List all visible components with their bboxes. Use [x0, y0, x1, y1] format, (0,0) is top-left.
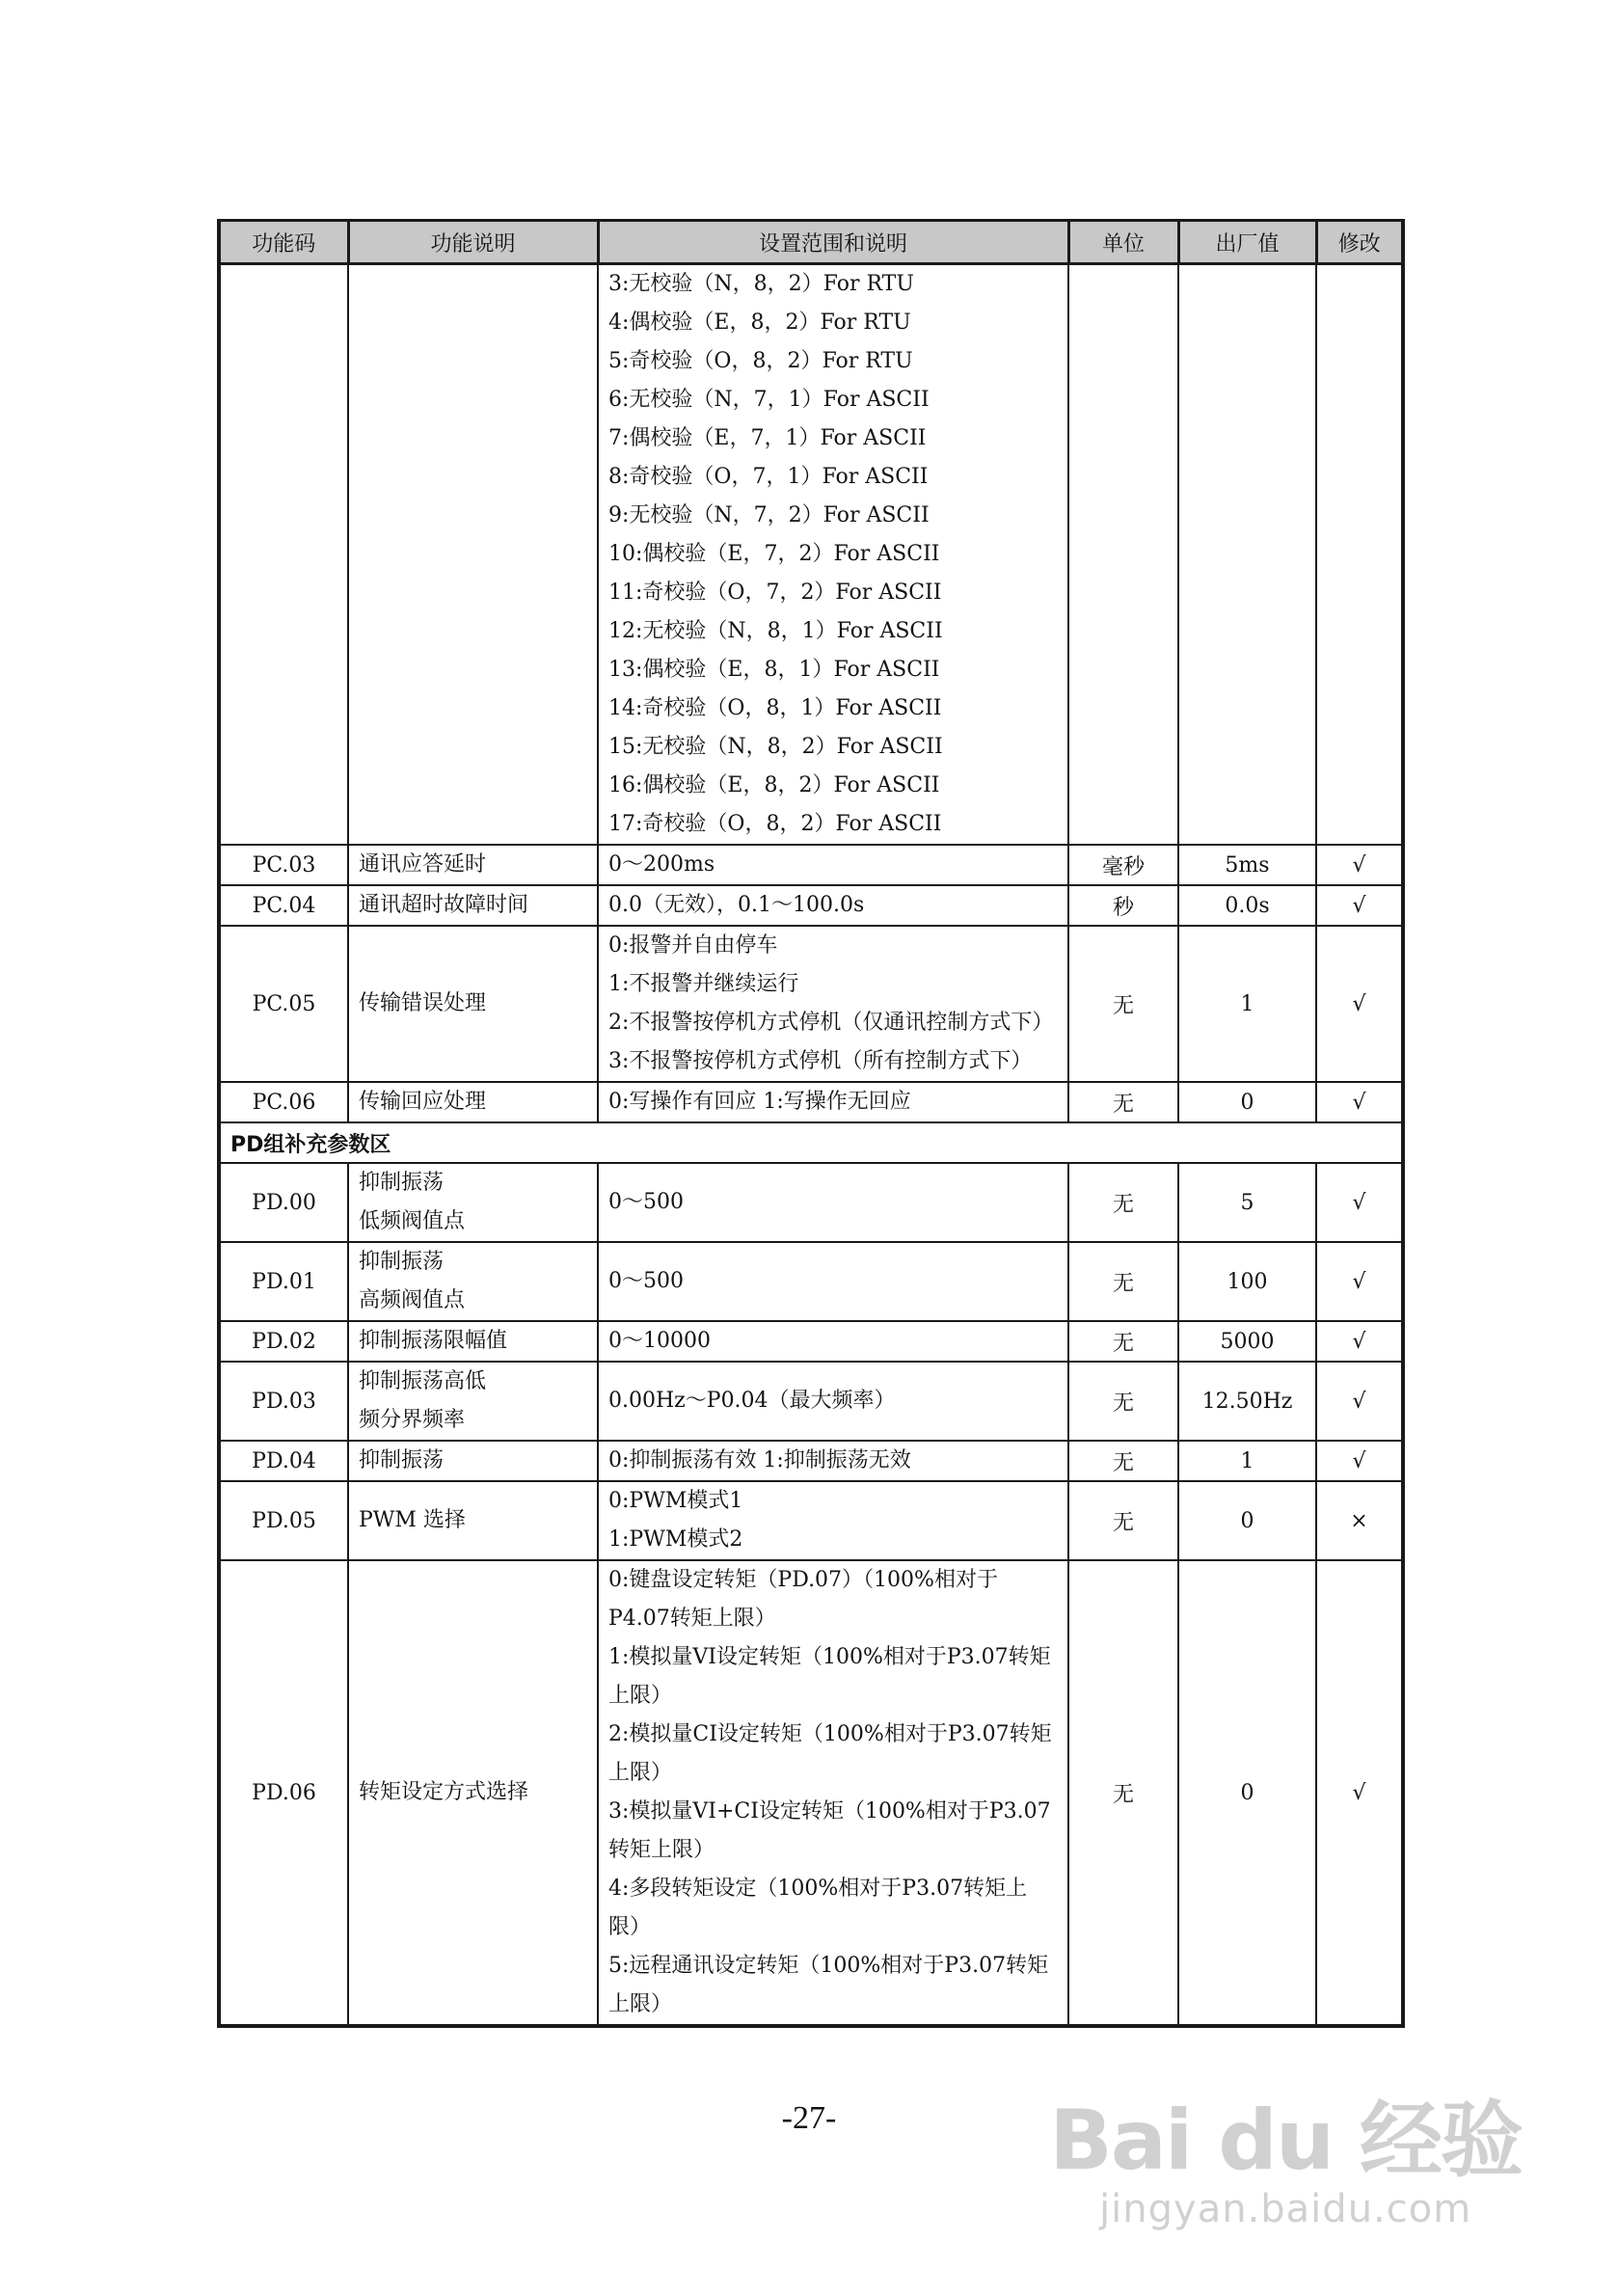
cell-unit: 秒 — [1068, 885, 1178, 926]
cell-default: 1 — [1178, 1441, 1316, 1481]
cell-code: PC.06 — [219, 1082, 348, 1122]
cell-line: 0～500 — [608, 1269, 684, 1293]
cell-default: 5ms — [1178, 845, 1316, 885]
table-row — [219, 1481, 1403, 1560]
cell-unit: 无 — [1068, 1321, 1178, 1362]
cell-modify: √ — [1316, 1242, 1403, 1321]
cell-default: 0 — [1178, 1082, 1316, 1122]
range-line: 8:奇校验（O，7，1）For ASCII — [608, 465, 929, 489]
cell-modify: √ — [1316, 1163, 1403, 1242]
cell-desc — [348, 1163, 598, 1242]
table-row — [219, 1441, 1403, 1481]
cell-line: 0～500 — [608, 1190, 684, 1214]
cell-default: 5000 — [1178, 1321, 1316, 1362]
cell-code: PC.04 — [219, 885, 348, 926]
cell-line: 抑制振荡 — [359, 1448, 445, 1472]
table-row — [219, 926, 1403, 1082]
cell-line: 2:模拟量CI设定转矩（100%相对于P3.07转矩上限） — [608, 1722, 1052, 1785]
cell-line: 2:不报警按停机方式停机（仅通讯控制方式下） — [608, 1011, 1054, 1035]
cell-line: 频分界频率 — [359, 1408, 466, 1432]
cell-line: 转矩设定方式选择 — [359, 1780, 529, 1804]
cell-unit: 无 — [1068, 926, 1178, 1082]
cell-line: 低频阀值点 — [359, 1209, 466, 1233]
cell-unit: 毫秒 — [1068, 845, 1178, 885]
range-line: 14:奇校验（O，8，1）For ASCII — [608, 696, 942, 720]
section-title: PD组补充参数区 — [219, 1122, 1403, 1163]
table-row — [219, 1242, 1403, 1321]
cell-line: 0:写操作有回应 1:写操作无回应 — [608, 1090, 911, 1114]
cell-code — [219, 264, 348, 846]
cell-desc — [348, 1242, 598, 1321]
range-line: 5:奇校验（O，8，2）For RTU — [608, 349, 913, 373]
cell-code: PC.03 — [219, 845, 348, 885]
cell-line: 1:不报警并继续运行 — [608, 972, 799, 996]
header-range: 设置范围和说明 — [598, 221, 1068, 264]
cell-modify: √ — [1316, 1321, 1403, 1362]
cell-line: 0.00Hz～P0.04（最大频率） — [608, 1389, 896, 1413]
range-line: 12:无校验（N，8，1）For ASCII — [608, 619, 943, 643]
watermark-url: jingyan.baidu.com — [1099, 2187, 1472, 2231]
cell-range — [598, 1441, 1068, 1481]
cell-code: PD.04 — [219, 1441, 348, 1481]
continuation-row — [219, 264, 1403, 846]
cell-line: PWM 选择 — [359, 1508, 466, 1532]
cell-code: PC.05 — [219, 926, 348, 1082]
cell-line: 0:键盘设定转矩（PD.07）（100%相对于P4.07转矩上限） — [608, 1568, 998, 1631]
table-row — [219, 1560, 1403, 2026]
parameter-table — [217, 219, 1405, 2028]
cell-range — [598, 885, 1068, 926]
header-code: 功能码 — [219, 221, 348, 264]
cell-desc — [348, 264, 598, 846]
cell-line: 5:远程通讯设定转矩（100%相对于P3.07转矩上限） — [608, 1954, 1049, 2016]
cell-unit: 无 — [1068, 1082, 1178, 1122]
cell-desc — [348, 1441, 598, 1481]
range-line: 13:偶校验（E，8，1）For ASCII — [608, 658, 940, 682]
watermark-brand: Bai du 经验 — [1049, 2093, 1522, 2189]
header-default: 出厂值 — [1178, 221, 1316, 264]
cell-default — [1178, 264, 1316, 846]
cell-line: 0～10000 — [608, 1329, 711, 1353]
cell-range — [598, 1481, 1068, 1560]
cell-default: 0 — [1178, 1481, 1316, 1560]
range-line: 15:无校验（N，8，2）For ASCII — [608, 735, 943, 759]
cell-line: 0:PWM模式1 — [608, 1489, 743, 1513]
range-line: 11:奇校验（O，7，2）For ASCII — [608, 581, 942, 605]
cell-unit — [1068, 264, 1178, 846]
cell-range — [598, 1082, 1068, 1122]
range-line: 9:无校验（N，7，2）For ASCII — [608, 503, 930, 527]
cell-line: 0:抑制振荡有效 1:抑制振荡无效 — [608, 1448, 911, 1472]
cell-code: PD.01 — [219, 1242, 348, 1321]
cell-modify — [1316, 264, 1403, 846]
cell-default: 0 — [1178, 1560, 1316, 2026]
cell-code: PD.05 — [219, 1481, 348, 1560]
cell-default: 100 — [1178, 1242, 1316, 1321]
cell-modify: √ — [1316, 885, 1403, 926]
cell-code: PD.06 — [219, 1560, 348, 2026]
page-number: -27- — [781, 2100, 837, 2136]
cell-line: 0:报警并自由停车 — [608, 933, 778, 958]
cell-line: 1:模拟量VI设定转矩（100%相对于P3.07转矩上限） — [608, 1645, 1051, 1708]
cell-line: 高频阀值点 — [359, 1288, 466, 1312]
cell-modify: × — [1316, 1481, 1403, 1560]
table-header-row — [219, 221, 1403, 264]
cell-desc — [348, 885, 598, 926]
cell-unit: 无 — [1068, 1163, 1178, 1242]
range-line: 16:偶校验（E，8，2）For ASCII — [608, 773, 940, 797]
cell-modify: √ — [1316, 1082, 1403, 1122]
cell-desc — [348, 1321, 598, 1362]
cell-default: 5 — [1178, 1163, 1316, 1242]
range-line: 6:无校验（N，7，1）For ASCII — [608, 388, 930, 412]
cell-line: 抑制振荡限幅值 — [359, 1329, 508, 1353]
cell-unit: 无 — [1068, 1242, 1178, 1321]
cell-desc — [348, 1560, 598, 2026]
cell-unit: 无 — [1068, 1560, 1178, 2026]
table-row — [219, 1163, 1403, 1242]
baidu-jingyan-watermark — [1049, 2073, 1522, 2231]
header-unit: 单位 — [1068, 221, 1178, 264]
section-row — [219, 1122, 1403, 1163]
cell-default: 0.0s — [1178, 885, 1316, 926]
cell-range — [598, 1242, 1068, 1321]
cell-line: 抑制振荡高低 — [359, 1369, 487, 1393]
cell-range — [598, 1321, 1068, 1362]
cell-line: 1:PWM模式2 — [608, 1527, 743, 1552]
cell-range — [598, 845, 1068, 885]
range-line: 7:偶校验（E，7，1）For ASCII — [608, 426, 927, 450]
cell-code: PD.03 — [219, 1362, 348, 1441]
cell-modify: √ — [1316, 926, 1403, 1082]
cell-modify: √ — [1316, 1560, 1403, 2026]
cell-line: 抑制振荡 — [359, 1171, 445, 1195]
table-row — [219, 1362, 1403, 1441]
cell-modify: √ — [1316, 845, 1403, 885]
cell-desc — [348, 1481, 598, 1560]
cell-desc — [348, 926, 598, 1082]
cell-range — [598, 1163, 1068, 1242]
range-line: 4:偶校验（E，8，2）For RTU — [608, 311, 911, 335]
table-row — [219, 885, 1403, 926]
table-row — [219, 845, 1403, 885]
header-modify: 修改 — [1316, 221, 1403, 264]
cell-line: 通讯超时故障时间 — [359, 893, 529, 917]
table-body — [219, 264, 1403, 2027]
cell-unit: 无 — [1068, 1481, 1178, 1560]
cell-range — [598, 1362, 1068, 1441]
cell-unit: 无 — [1068, 1441, 1178, 1481]
cell-unit: 无 — [1068, 1362, 1178, 1441]
cell-line: 通讯应答延时 — [359, 852, 487, 877]
cell-range — [598, 926, 1068, 1082]
cell-default: 1 — [1178, 926, 1316, 1082]
cell-line: 4:多段转矩设定（100%相对于P3.07转矩上限） — [608, 1877, 1028, 1939]
cell-desc — [348, 1362, 598, 1441]
range-line: 17:奇校验（O，8，2）For ASCII — [608, 812, 942, 836]
range-line: 3:无校验（N，8，2）For RTU — [608, 272, 914, 296]
table-row — [219, 1082, 1403, 1122]
cell-line: 传输回应处理 — [359, 1090, 487, 1114]
range-line: 10:偶校验（E，7，2）For ASCII — [608, 542, 940, 566]
cell-default: 12.50Hz — [1178, 1362, 1316, 1441]
table-row — [219, 1321, 1403, 1362]
cell-modify: √ — [1316, 1362, 1403, 1441]
cell-desc — [348, 1082, 598, 1122]
cell-range — [598, 264, 1068, 846]
cell-line: 传输错误处理 — [359, 991, 487, 1015]
cell-line: 抑制振荡 — [359, 1250, 445, 1274]
cell-line: 0～200ms — [608, 852, 715, 877]
header-desc: 功能说明 — [348, 221, 598, 264]
cell-code: PD.02 — [219, 1321, 348, 1362]
cell-modify: √ — [1316, 1441, 1403, 1481]
cell-desc — [348, 845, 598, 885]
cell-code: PD.00 — [219, 1163, 348, 1242]
cell-line: 0.0（无效），0.1～100.0s — [608, 893, 865, 917]
cell-line: 3:模拟量VI+CI设定转矩（100%相对于P3.07转矩上限） — [608, 1799, 1051, 1862]
cell-range — [598, 1560, 1068, 2026]
cell-line: 3:不报警按停机方式停机（所有控制方式下） — [608, 1049, 1033, 1073]
